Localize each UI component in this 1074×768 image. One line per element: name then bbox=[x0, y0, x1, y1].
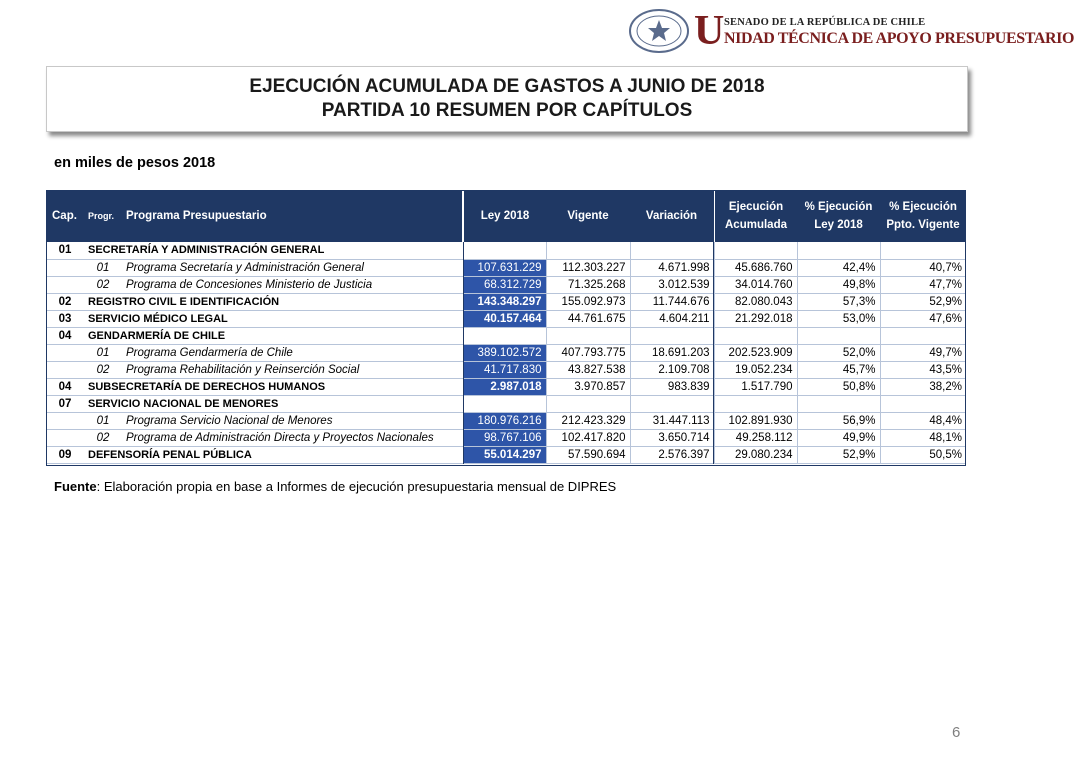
ley-cell: 40.157.464 bbox=[463, 310, 546, 327]
ley-cell bbox=[463, 395, 546, 412]
table-row bbox=[46, 446, 966, 463]
cap-empty bbox=[46, 276, 84, 293]
pct-vig-cell: 38,2% bbox=[880, 378, 966, 395]
header-pct-vig-l2: Ppto. Vigente bbox=[886, 219, 960, 231]
ejecucion-cell: 45.686.760 bbox=[714, 259, 797, 276]
header-ley: Ley 2018 bbox=[463, 190, 546, 242]
vigente-cell: 155.092.973 bbox=[546, 293, 630, 310]
variacion-cell: 983.839 bbox=[630, 378, 714, 395]
program-name: Programa Servicio Nacional de Menores bbox=[122, 412, 463, 429]
budget-table bbox=[46, 190, 966, 464]
variacion-cell bbox=[630, 327, 714, 344]
ejecucion-cell: 19.052.234 bbox=[714, 361, 797, 378]
header-pct-ley-l2: Ley 2018 bbox=[814, 219, 863, 231]
cap-code: 04 bbox=[46, 327, 84, 344]
ejecucion-cell bbox=[714, 395, 797, 412]
header-programa: Programa Presupuestario bbox=[122, 190, 463, 242]
ejecucion-cell: 49.258.112 bbox=[714, 429, 797, 446]
ley-cell: 98.767.106 bbox=[463, 429, 546, 446]
ley-cell: 107.631.229 bbox=[463, 259, 546, 276]
program-name: Programa Rehabilitación y Reinserción Social bbox=[122, 361, 463, 378]
program-name: Programa Secretaría y Administración General bbox=[122, 259, 463, 276]
chapter-name: SECRETARÍA Y ADMINISTRACIÓN GENERAL bbox=[84, 242, 463, 259]
variacion-cell: 4.671.998 bbox=[630, 259, 714, 276]
ejecucion-cell: 21.292.018 bbox=[714, 310, 797, 327]
table-row bbox=[46, 361, 966, 378]
senate-seal-icon bbox=[628, 8, 690, 54]
pct-vig-cell: 47,7% bbox=[880, 276, 966, 293]
senate-logo bbox=[628, 8, 1074, 56]
program-name: Programa de Administración Directa y Proyectos Nacionales bbox=[122, 429, 463, 446]
variacion-cell bbox=[630, 395, 714, 412]
ley-cell bbox=[463, 242, 546, 259]
ley-cell: 68.312.729 bbox=[463, 276, 546, 293]
pct-ley-cell: 49,9% bbox=[797, 429, 880, 446]
table-row bbox=[46, 378, 966, 395]
pct-vig-cell: 48,1% bbox=[880, 429, 966, 446]
pct-ley-cell: 52,9% bbox=[797, 446, 880, 463]
cap-empty bbox=[46, 412, 84, 429]
vigente-cell: 43.827.538 bbox=[546, 361, 630, 378]
pct-vig-cell: 43,5% bbox=[880, 361, 966, 378]
pct-vig-cell: 47,6% bbox=[880, 310, 966, 327]
pct-ley-cell bbox=[797, 395, 880, 412]
ejecucion-cell bbox=[714, 327, 797, 344]
variacion-cell: 2.109.708 bbox=[630, 361, 714, 378]
pct-ley-cell: 52,0% bbox=[797, 344, 880, 361]
source-label: Fuente bbox=[54, 479, 97, 494]
chapter-name: REGISTRO CIVIL E IDENTIFICACIÓN bbox=[84, 293, 463, 310]
table-row bbox=[46, 242, 966, 259]
source-text: : Elaboración propia en base a Informes de ejecución presupuestaria mensual de DIPRES bbox=[96, 479, 617, 494]
cap-empty bbox=[46, 344, 84, 361]
pct-vig-cell bbox=[880, 395, 966, 412]
ejecucion-cell bbox=[714, 242, 797, 259]
pct-ley-cell: 50,8% bbox=[797, 378, 880, 395]
header-pct-vig-l1: % Ejecución bbox=[889, 201, 957, 213]
table-row bbox=[46, 293, 966, 310]
table-row bbox=[46, 395, 966, 412]
chapter-name: GENDARMERÍA DE CHILE bbox=[84, 327, 463, 344]
ley-cell: 55.014.297 bbox=[463, 446, 546, 463]
pct-ley-cell: 57,3% bbox=[797, 293, 880, 310]
table-row bbox=[46, 412, 966, 429]
progr-code: 02 bbox=[84, 361, 122, 378]
source-note bbox=[54, 479, 616, 494]
vigente-cell: 102.417.820 bbox=[546, 429, 630, 446]
units-label: en miles de pesos 2018 bbox=[54, 155, 216, 171]
pct-ley-cell: 42,4% bbox=[797, 259, 880, 276]
program-name: Programa de Concesiones Ministerio de Justicia bbox=[122, 276, 463, 293]
cap-code: 07 bbox=[46, 395, 84, 412]
header-cap: Cap. bbox=[46, 190, 84, 242]
vigente-cell: 57.590.694 bbox=[546, 446, 630, 463]
variacion-cell: 18.691.203 bbox=[630, 344, 714, 361]
progr-code: 02 bbox=[84, 429, 122, 446]
header-pct-ley-l1: % Ejecución bbox=[804, 201, 873, 213]
vigente-cell bbox=[546, 242, 630, 259]
chapter-name: SERVICIO MÉDICO LEGAL bbox=[84, 310, 463, 327]
title-line1: EJECUCIÓN ACUMULADA DE GASTOS A JUNIO DE 2018 bbox=[249, 76, 765, 97]
table-row bbox=[46, 327, 966, 344]
header-pct-vig bbox=[880, 190, 966, 242]
vigente-cell bbox=[546, 327, 630, 344]
ley-cell bbox=[463, 327, 546, 344]
pct-vig-cell: 52,9% bbox=[880, 293, 966, 310]
cap-code: 04 bbox=[46, 378, 84, 395]
pct-vig-cell: 49,7% bbox=[880, 344, 966, 361]
table-row bbox=[46, 259, 966, 276]
variacion-cell: 3.012.539 bbox=[630, 276, 714, 293]
ley-column-separator bbox=[463, 242, 464, 464]
header-progr: Progr. bbox=[84, 190, 122, 242]
table-row bbox=[46, 344, 966, 361]
pct-ley-cell bbox=[797, 327, 880, 344]
pct-vig-cell: 40,7% bbox=[880, 259, 966, 276]
header-vigente: Vigente bbox=[546, 190, 630, 242]
cap-empty bbox=[46, 361, 84, 378]
ley-cell: 389.102.572 bbox=[463, 344, 546, 361]
pct-ley-cell bbox=[797, 242, 880, 259]
page-number: 6 bbox=[952, 724, 961, 741]
ejecucion-cell: 102.891.930 bbox=[714, 412, 797, 429]
progr-code: 01 bbox=[84, 344, 122, 361]
pct-ley-cell: 45,7% bbox=[797, 361, 880, 378]
vigente-cell: 71.325.268 bbox=[546, 276, 630, 293]
table-header-row bbox=[46, 190, 966, 242]
ejecucion-cell: 1.517.790 bbox=[714, 378, 797, 395]
ley-cell: 180.976.216 bbox=[463, 412, 546, 429]
cap-code: 09 bbox=[46, 446, 84, 463]
pct-vig-cell: 48,4% bbox=[880, 412, 966, 429]
pct-ley-cell: 49,8% bbox=[797, 276, 880, 293]
ley-cell: 2.987.018 bbox=[463, 378, 546, 395]
progr-code: 01 bbox=[84, 259, 122, 276]
pct-vig-cell bbox=[880, 327, 966, 344]
header-variacion: Variación bbox=[630, 190, 714, 242]
logo-letter: U bbox=[694, 8, 725, 54]
chapter-name: SUBSECRETARÍA DE DERECHOS HUMANOS bbox=[84, 378, 463, 395]
logo-line1: SENADO DE LA REPÚBLICA DE CHILE bbox=[724, 17, 926, 28]
progr-code: 02 bbox=[84, 276, 122, 293]
title-box bbox=[46, 66, 968, 132]
program-name: Programa Gendarmería de Chile bbox=[122, 344, 463, 361]
logo-line2: NIDAD TÉCNICA DE APOYO PRESUPUESTARIO bbox=[724, 30, 1074, 47]
cap-code: 03 bbox=[46, 310, 84, 327]
pct-vig-cell: 50,5% bbox=[880, 446, 966, 463]
ejecucion-cell: 29.080.234 bbox=[714, 446, 797, 463]
cap-code: 01 bbox=[46, 242, 84, 259]
cap-code: 02 bbox=[46, 293, 84, 310]
ejecucion-cell: 34.014.760 bbox=[714, 276, 797, 293]
ejecucion-cell: 82.080.043 bbox=[714, 293, 797, 310]
vigente-cell: 112.303.227 bbox=[546, 259, 630, 276]
title-line2: PARTIDA 10 RESUMEN POR CAPÍTULOS bbox=[321, 100, 693, 121]
header-ejecucion-l1: Ejecución bbox=[728, 201, 784, 213]
ley-cell: 41.717.830 bbox=[463, 361, 546, 378]
ley-cell: 143.348.297 bbox=[463, 293, 546, 310]
vigente-cell: 3.970.857 bbox=[546, 378, 630, 395]
chapter-name: DEFENSORÍA PENAL PÚBLICA bbox=[84, 446, 463, 463]
pct-ley-cell: 56,9% bbox=[797, 412, 880, 429]
table-row bbox=[46, 310, 966, 327]
vigente-cell: 44.761.675 bbox=[546, 310, 630, 327]
pct-vig-cell bbox=[880, 242, 966, 259]
variacion-cell bbox=[630, 242, 714, 259]
chapter-name: SERVICIO NACIONAL DE MENORES bbox=[84, 395, 463, 412]
table-row bbox=[46, 276, 966, 293]
variacion-cell: 2.576.397 bbox=[630, 446, 714, 463]
variacion-cell: 3.650.714 bbox=[630, 429, 714, 446]
variacion-cell: 4.604.211 bbox=[630, 310, 714, 327]
cap-empty bbox=[46, 429, 84, 446]
vigente-cell: 407.793.775 bbox=[546, 344, 630, 361]
ejecucion-cell: 202.523.909 bbox=[714, 344, 797, 361]
variacion-cell: 31.447.113 bbox=[630, 412, 714, 429]
vigente-cell: 212.423.329 bbox=[546, 412, 630, 429]
header-pct-ley bbox=[797, 190, 880, 242]
vigente-cell bbox=[546, 395, 630, 412]
header-ejecucion bbox=[714, 190, 797, 242]
cap-empty bbox=[46, 259, 84, 276]
variacion-cell: 11.744.676 bbox=[630, 293, 714, 310]
header-ejecucion-l2: Acumulada bbox=[725, 219, 787, 231]
table-row bbox=[46, 429, 966, 446]
ejecucion-column-separator bbox=[713, 190, 714, 464]
progr-code: 01 bbox=[84, 412, 122, 429]
pct-ley-cell: 53,0% bbox=[797, 310, 880, 327]
